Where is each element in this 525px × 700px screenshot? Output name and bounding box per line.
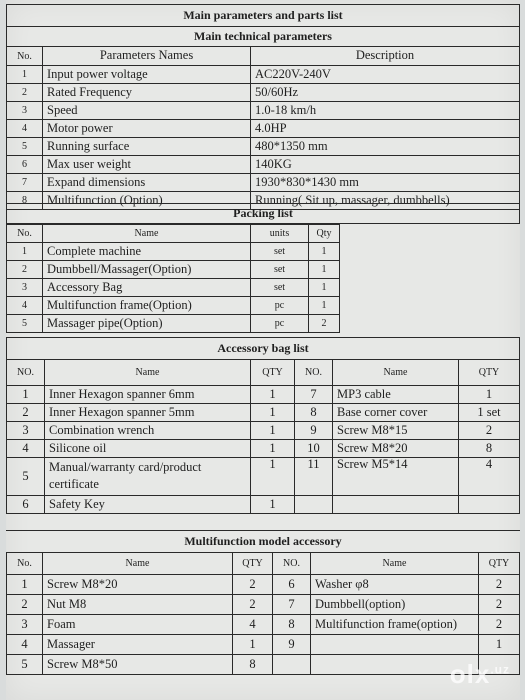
table-row <box>7 174 520 192</box>
item-name-right <box>311 635 479 655</box>
row-number: 5 <box>7 315 43 333</box>
table-row <box>7 120 520 138</box>
tech-table <box>6 4 520 210</box>
row-number: 2 <box>7 595 43 615</box>
row-number: 1 <box>7 575 43 595</box>
item-name-line: Silicone oil <box>49 440 107 455</box>
multi-title: Multifunction model accessory <box>6 531 520 553</box>
item-name-right: Multifunction frame(option) <box>311 615 479 635</box>
tech-section <box>6 4 520 210</box>
table-row <box>7 595 520 615</box>
table-row <box>7 279 340 297</box>
row-number-right: 9 <box>295 422 333 440</box>
row-number: 5 <box>7 138 43 156</box>
item-qty: 1 <box>309 279 340 297</box>
item-units: set <box>251 261 309 279</box>
row-number: 4 <box>7 297 43 315</box>
row-number: 4 <box>7 440 45 458</box>
row-number-right: 11 <box>295 458 333 496</box>
item-name <box>45 386 251 404</box>
item-name-line: Combination wrench <box>49 422 155 437</box>
parameter-name: Multifunction (Option) <box>43 192 251 210</box>
packing-table <box>6 224 340 333</box>
tech-header-desc: Description <box>251 47 520 66</box>
row-number-right: 6 <box>273 575 311 595</box>
parameter-name: Rated Frequency <box>43 84 251 102</box>
row-number-right <box>295 496 333 514</box>
parameter-description: 140KG <box>251 156 520 174</box>
row-number: 5 <box>7 655 43 675</box>
acc-header-name: Name <box>45 360 251 386</box>
multi-header-qty2: QTY <box>479 553 520 575</box>
accessory-table <box>6 337 520 514</box>
item-qty: 1 <box>309 261 340 279</box>
tech-body <box>7 66 520 210</box>
item-qty: 1 <box>251 422 295 440</box>
item-qty-right: 1 set <box>459 404 520 422</box>
row-number: 5 <box>7 458 45 496</box>
row-number: 3 <box>7 422 45 440</box>
table-row <box>7 575 520 595</box>
parameter-name: Expand dimensions <box>43 174 251 192</box>
item-name-line: Safety Key <box>49 496 105 511</box>
table-row <box>7 243 340 261</box>
item-name <box>45 422 251 440</box>
item-qty-right: 8 <box>459 440 520 458</box>
packing-title: Packing list <box>7 204 520 224</box>
item-name: Dumbbell/Massager(Option) <box>43 261 251 279</box>
table-row <box>7 458 520 496</box>
table-row <box>7 261 340 279</box>
item-name: Screw M8*50 <box>43 655 233 675</box>
item-qty-right <box>459 496 520 514</box>
row-number-right: 7 <box>295 386 333 404</box>
item-name-line: certificate <box>49 477 99 491</box>
olx-watermark-logo <box>450 659 510 690</box>
multi-table <box>6 552 520 675</box>
parameter-description: 4.0HP <box>251 120 520 138</box>
parameter-name: Input power voltage <box>43 66 251 84</box>
table-row <box>7 156 520 174</box>
item-name: Screw M8*20 <box>43 575 233 595</box>
row-number: 7 <box>7 174 43 192</box>
parameter-name: Max user weight <box>43 156 251 174</box>
item-name <box>45 458 251 496</box>
item-name: Foam <box>43 615 233 635</box>
item-name-right: Dumbbell(option) <box>311 595 479 615</box>
multi-body <box>7 575 520 675</box>
table-row <box>7 138 520 156</box>
item-name-right: Screw M5*14 <box>333 458 459 496</box>
parameter-description: AC220V-240V <box>251 66 520 84</box>
item-name: Nut M8 <box>43 595 233 615</box>
item-qty: 2 <box>309 315 340 333</box>
item-name-right: Screw M8*15 <box>333 422 459 440</box>
item-qty-right: 2 <box>459 422 520 440</box>
parameter-name: Speed <box>43 102 251 120</box>
table-row <box>7 84 520 102</box>
table-row <box>7 404 520 422</box>
item-name-line: Inner Hexagon spanner 6mm <box>49 386 195 401</box>
packing-header-name: Name <box>43 225 251 243</box>
item-qty-right: 4 <box>459 458 520 496</box>
item-qty: 1 <box>251 458 295 496</box>
multi-header-no: No. <box>7 553 43 575</box>
item-qty: 1 <box>251 440 295 458</box>
multi-title-table <box>6 530 520 553</box>
acc-header-name2: Name <box>333 360 459 386</box>
tech-title: Main technical parameters <box>7 27 520 47</box>
item-qty-right: 2 <box>479 595 520 615</box>
packing-header-units: units <box>251 225 309 243</box>
main-title: Main parameters and parts list <box>7 5 520 27</box>
item-name: Accessory Bag <box>43 279 251 297</box>
parameter-description: Running( Sit up, massager, dumbbells) <box>251 192 520 210</box>
row-number: 2 <box>7 404 45 422</box>
row-number: 1 <box>7 243 43 261</box>
item-qty: 1 <box>251 386 295 404</box>
table-row <box>7 655 520 675</box>
item-qty-right: 1 <box>479 635 520 655</box>
row-number-right: 8 <box>295 404 333 422</box>
item-name: Multifunction frame(Option) <box>43 297 251 315</box>
row-number: 1 <box>7 386 45 404</box>
row-number: 6 <box>7 496 45 514</box>
item-name-line: Manual/warranty card/product <box>49 460 202 475</box>
item-name-right: MP3 cable <box>333 386 459 404</box>
packing-section <box>6 203 520 333</box>
tech-header-name: Parameters Names <box>43 47 251 66</box>
parameter-description: 480*1350 mm <box>251 138 520 156</box>
multi-header-name2: Name <box>311 553 479 575</box>
row-number: 1 <box>7 66 43 84</box>
item-units: set <box>251 243 309 261</box>
table-row <box>7 422 520 440</box>
row-number: 4 <box>7 120 43 138</box>
multi-header-name: Name <box>43 553 233 575</box>
row-number: 2 <box>7 261 43 279</box>
parameter-description: 1930*830*1430 mm <box>251 174 520 192</box>
watermark-suffix: .uz <box>490 662 510 677</box>
tech-header-no: No. <box>7 47 43 66</box>
table-row <box>7 315 340 333</box>
item-name <box>45 404 251 422</box>
row-number: 3 <box>7 279 43 297</box>
watermark-brand: olx <box>449 659 491 689</box>
row-number: 4 <box>7 635 43 655</box>
row-number: 8 <box>7 192 43 210</box>
acc-header-no: NO. <box>7 360 45 386</box>
accessory-title: Accessory bag list <box>7 338 520 360</box>
row-number-right: 9 <box>273 635 311 655</box>
item-qty-right: 2 <box>479 615 520 635</box>
item-qty: 4 <box>233 615 273 635</box>
row-number: 3 <box>7 102 43 120</box>
row-number-right: 7 <box>273 595 311 615</box>
table-row <box>7 297 340 315</box>
acc-header-qty: QTY <box>251 360 295 386</box>
item-qty: 1 <box>233 635 273 655</box>
multi-section <box>6 530 520 675</box>
acc-header-qty2: QTY <box>459 360 520 386</box>
item-qty: 2 <box>233 575 273 595</box>
row-number: 6 <box>7 156 43 174</box>
row-number: 3 <box>7 615 43 635</box>
row-number: 2 <box>7 84 43 102</box>
item-qty: 1 <box>251 404 295 422</box>
packing-header-qty: Qty <box>309 225 340 243</box>
item-qty: 8 <box>233 655 273 675</box>
packing-title-table <box>6 203 520 224</box>
item-name: Complete machine <box>43 243 251 261</box>
item-name-right: Base corner cover <box>333 404 459 422</box>
row-number-right: 8 <box>273 615 311 635</box>
item-qty-right: 1 <box>459 386 520 404</box>
parameter-description: 50/60Hz <box>251 84 520 102</box>
item-units: pc <box>251 315 309 333</box>
item-units: set <box>251 279 309 297</box>
item-name-line: Inner Hexagon spanner 5mm <box>49 404 195 419</box>
packing-header-no: No. <box>7 225 43 243</box>
row-number-right: 10 <box>295 440 333 458</box>
multi-header-qty: QTY <box>233 553 273 575</box>
accessory-body <box>7 386 520 514</box>
table-row <box>7 102 520 120</box>
item-qty-right: 2 <box>479 575 520 595</box>
item-name-right: Washer φ8 <box>311 575 479 595</box>
parameter-name: Running surface <box>43 138 251 156</box>
row-number-right <box>273 655 311 675</box>
item-name-right <box>333 496 459 514</box>
table-row <box>7 66 520 84</box>
item-name <box>45 440 251 458</box>
table-row <box>7 635 520 655</box>
item-qty: 2 <box>233 595 273 615</box>
acc-header-no2: NO. <box>295 360 333 386</box>
table-row <box>7 440 520 458</box>
item-qty: 1 <box>309 297 340 315</box>
item-units: pc <box>251 297 309 315</box>
item-name-right: Screw M8*20 <box>333 440 459 458</box>
document-page <box>6 0 520 700</box>
item-name <box>45 496 251 514</box>
packing-body <box>7 243 340 333</box>
table-row <box>7 496 520 514</box>
accessory-section <box>6 337 520 514</box>
multi-header-no2: NO. <box>273 553 311 575</box>
parameter-name: Motor power <box>43 120 251 138</box>
parameter-description: 1.0-18 km/h <box>251 102 520 120</box>
table-row <box>7 386 520 404</box>
table-row <box>7 615 520 635</box>
item-name: Massager <box>43 635 233 655</box>
item-qty: 1 <box>309 243 340 261</box>
item-qty: 1 <box>251 496 295 514</box>
item-name: Massager pipe(Option) <box>43 315 251 333</box>
